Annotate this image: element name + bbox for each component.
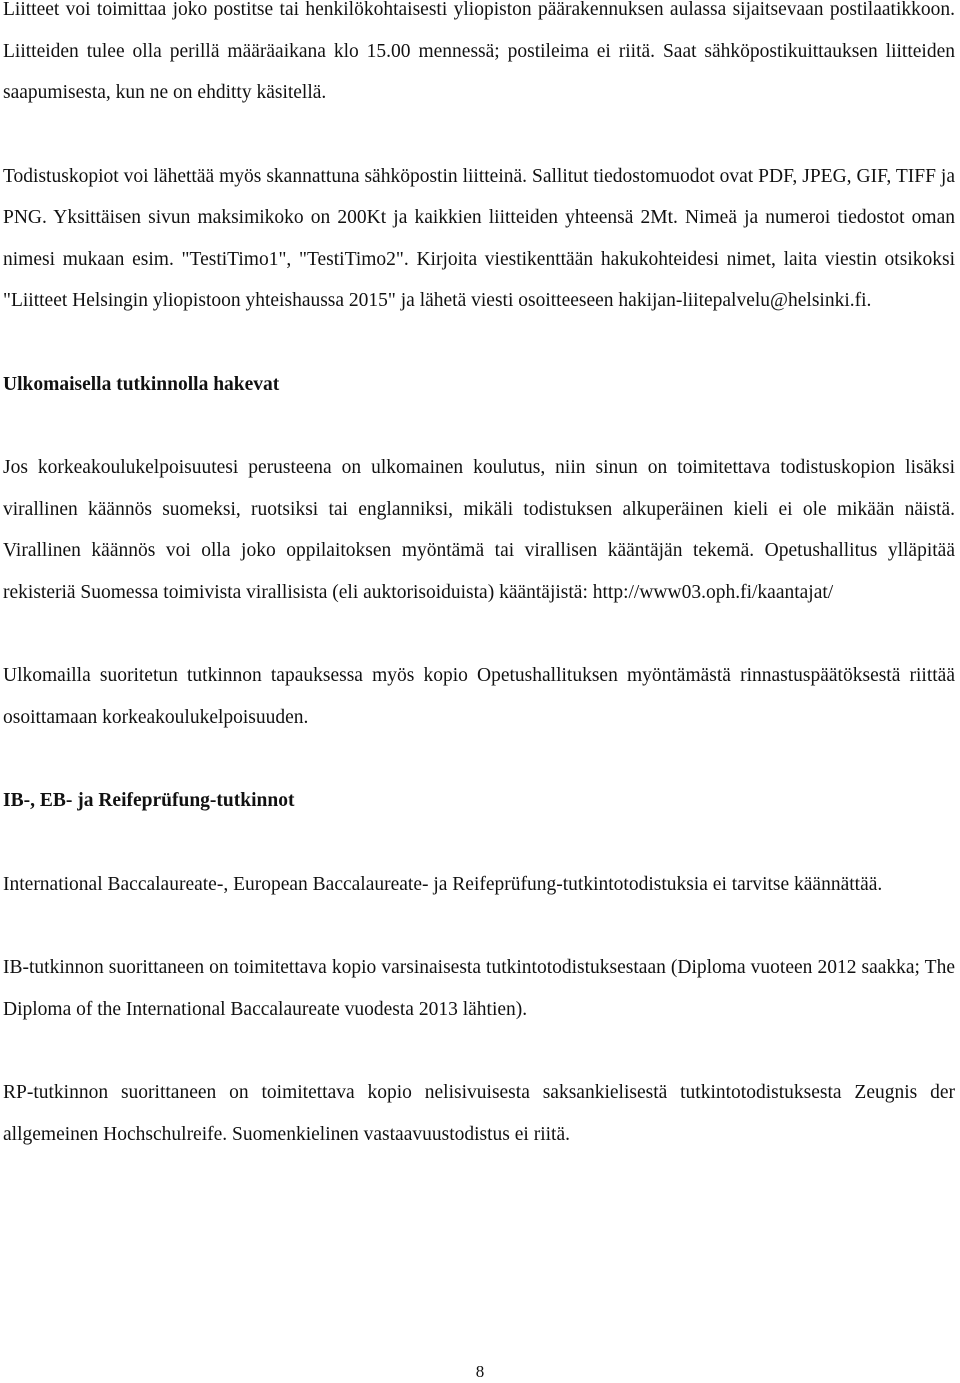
document-page (3, 0, 955, 1155)
paragraph-no-translation-needed: International Baccalaureate-, European Baccalaureate- ja Reifeprüfung-tutkintotodistuksia ei tarvitse käännättää. (3, 873, 883, 895)
paragraph-attachments-delivery: Liitteet voi toimittaa joko postitse tai henkilökohtaisesti yliopiston päärakennuksen aulassa sijaitsevaan postilaatikkoon. Liitteiden tulee olla perillä määräaikana klo 15.00 mennessä; postileima ei riitä. Saat sähköpostikuittauksen liitteiden saapumisesta, kun ne on ehditty käsitellä. (3, 0, 955, 103)
paragraph-scanned-copies: Todistuskopiot voi lähettää myös skannattuna sähköpostin liitteinä. Sallitut tiedostomuodot ovat PDF, JPEG, GIF, TIFF ja PNG. Yksittäisen sivun maksimikoko on 200Kt ja kaikkien liitteiden yhteensä 2Mt. Nimeä ja numeroi tiedostot oman nimesi mukaan esim. "TestiTimo1", "TestiTimo2". Kirjoita viestikenttään hakukohteidesi nimet, laita viestin otsikoksi "Liitteet Helsingin yliopistoon yhteishaussa 2015" ja lähetä viesti osoitteeseen hakijan-liitepalvelu@helsinki.fi. (3, 165, 955, 311)
paragraph-rp-certificate-copy: RP-tutkinnon suorittaneen on toimitettava kopio nelisivuisesta saksankielisestä tutkintotodistuksesta Zeugnis der allgemeinen Hochschulreife. Suomenkielinen vastaavuustodistus ei riitä. (3, 1082, 955, 1145)
paragraph-equivalence-decision: Ulkomailla suoritetun tutkinnon tapauksessa myös kopio Opetushallituksen myöntämästä rinnastuspäätöksestä riittää osoittamaan korkeakoulukelpoisuuden. (3, 665, 955, 728)
paragraph-official-translation: Jos korkeakoulukelpoisuutesi perusteena on ulkomainen koulutus, niin sinun on toimitettava todistuskopion lisäksi virallinen käännös suomeksi, ruotsiksi tai englanniksi, mikäli todistuksen alkuperäinen kieli ei ole mikään näistä. Virallinen käännös voi olla joko oppilaitoksen myöntämä tai virallisen kääntäjän tekemä. Opetushallitus ylläpitää rekisteriä Suomessa toimivista virallisista (eli auktorisoiduista) kääntäjistä: http://www03.oph.fi/kaantajat/ (3, 457, 955, 603)
heading-ib-eb-reifeprufung: IB-, EB- ja Reifeprüfung-tutkinnot (3, 790, 295, 811)
heading-foreign-degree: Ulkomaisella tutkinnolla hakevat (3, 373, 280, 395)
page-number: 8 (475, 1362, 485, 1381)
paragraph-ib-diploma-copy: IB-tutkinnon suorittaneen on toimitettava kopio varsinaisesta tutkintotodistuksestaan (Diploma vuoteen 2012 saakka; The Diploma of the International Baccalaureate vuodesta 2013 lähtien). (3, 957, 955, 1020)
